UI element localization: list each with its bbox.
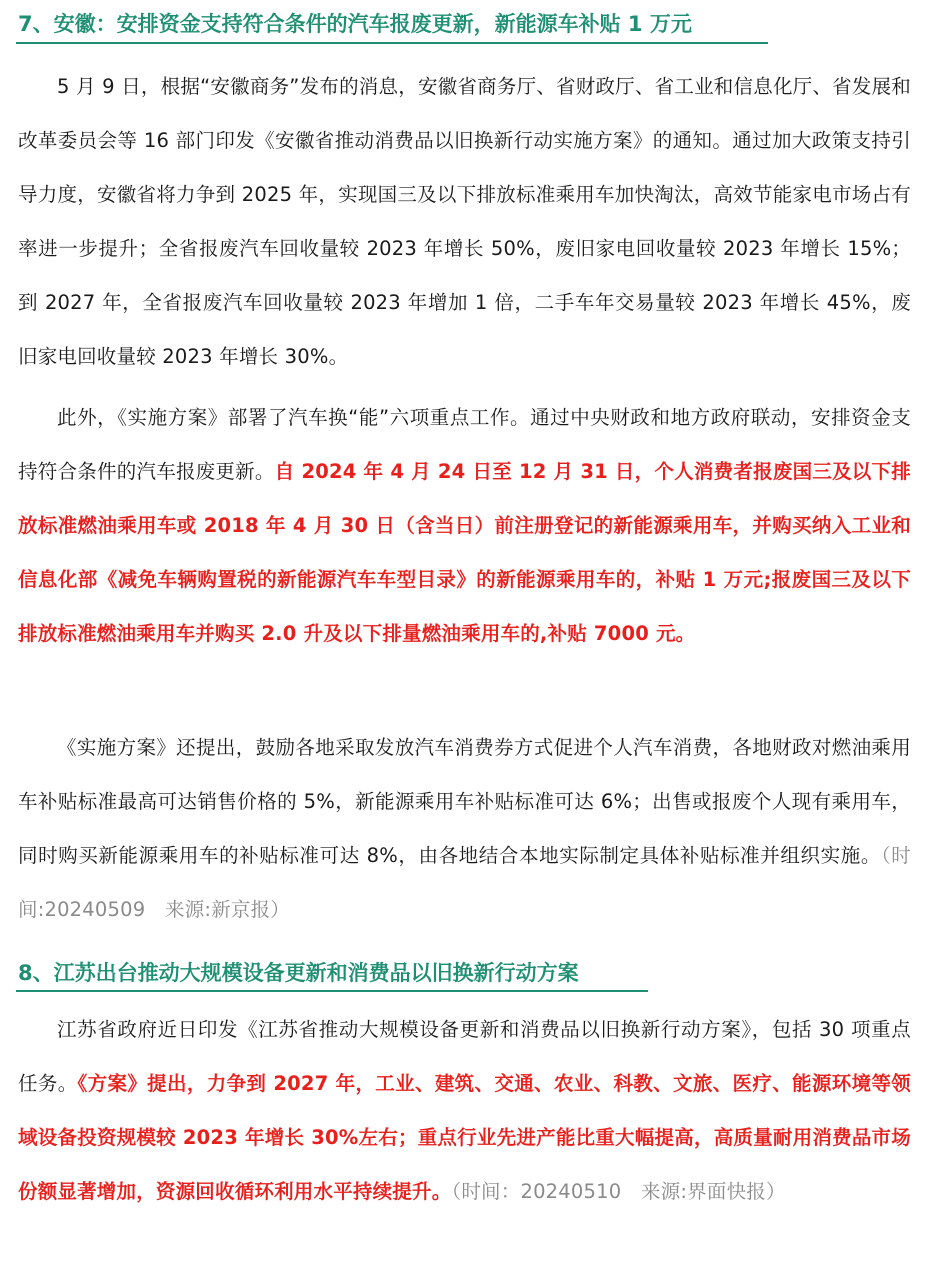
section-7-paragraph-3	[18, 721, 911, 937]
section-7-paragraph-3-text: 《实施方案》还提出，鼓励各地采取发放汽车消费券方式促进个人汽车消费，各地财政对燃油乘用车补贴标准最高可达销售价格的 5%，新能源乘用车补贴标准可达 6%；出售或报废个人现有乘用车，同时购买新能源乘用车的补贴标准可达 8%，由各地结合本地实际制定具体补贴标准并组织实施。	[18, 736, 911, 867]
section-8-heading-underline	[16, 990, 648, 992]
section-8-source-meta: （时间：20240510 来源:界面快报）	[451, 1180, 786, 1203]
section-7-source-meta: （时间:20240509 来源:新京报）	[18, 844, 911, 921]
section-8-paragraph-1-text: 江苏省政府近日印发《江苏省推动大规模设备更新和消费品以旧换新行动方案》，包括 30 项重点任务。	[18, 1018, 911, 1095]
section-7-heading-underline	[16, 42, 768, 44]
section-8-paragraph-1	[18, 1003, 911, 1219]
section-7-heading: 7、安徽：安排资金支持符合条件的汽车报废更新，新能源车补贴 1 万元	[18, 12, 692, 36]
section-7-paragraph-2-text: 此外，《实施方案》部署了汽车换“能”六项重点工作。通过中央财政和地方政府联动，安排资金支持符合条件的汽车报废更新。	[18, 406, 911, 483]
section-7-paragraph-2	[18, 391, 911, 661]
section-7-subsidy-highlight: 自 2024 年 4 月 24 日至 12 月 31 日，个人消费者报废国三及以下排放标准燃油乘用车或 2018 年 4 月 30 日（含当日）前注册登记的新能源乘用车，并购买纳入工业和信息化部《减免车辆购置税的新能源汽车车型目录》的新能源乘用车的，补贴 1 万元;报废国三及以下排放标准燃油乘用车并购买 2.0 升及以下排量燃油乘用车的,补贴 7000 元。	[18, 460, 911, 645]
section-8-heading: 8、江苏出台推动大规模设备更新和消费品以旧换新行动方案	[18, 961, 579, 985]
section-7-paragraph-1-text: 5 月 9 日，根据“安徽商务”发布的消息，安徽省商务厅、省财政厅、省工业和信息化厅、省发展和改革委员会等 16 部门印发《安徽省推动消费品以旧换新行动实施方案》的通知。通过加大政策支持引导力度，安徽省将力争到 2025 年，实现国三及以下排放标准乘用车加快淘汰，高效节能家电市场占有率进一步提升；全省报废汽车回收量较 2023 年增长 50%，废旧家电回收量较 2023 年增长 15%；到 2027 年，全省报废汽车回收量较 2023 年增加 1 倍，二手车年交易量较 2023 年增长 45%，废旧家电回收量较 2023 年增长 30%。	[18, 75, 911, 368]
section-8-target-highlight: 《方案》提出，力争到 2027 年，工业、建筑、交通、农业、科教、文旅、医疗、能源环境等领域设备投资规模较 2023 年增长 30%左右；重点行业先进产能比重大幅提高，高质量耐用消费品市场份额显著增加，资源回收循环利用水平持续提升。	[18, 1072, 911, 1203]
section-7-paragraph-1	[18, 60, 911, 384]
